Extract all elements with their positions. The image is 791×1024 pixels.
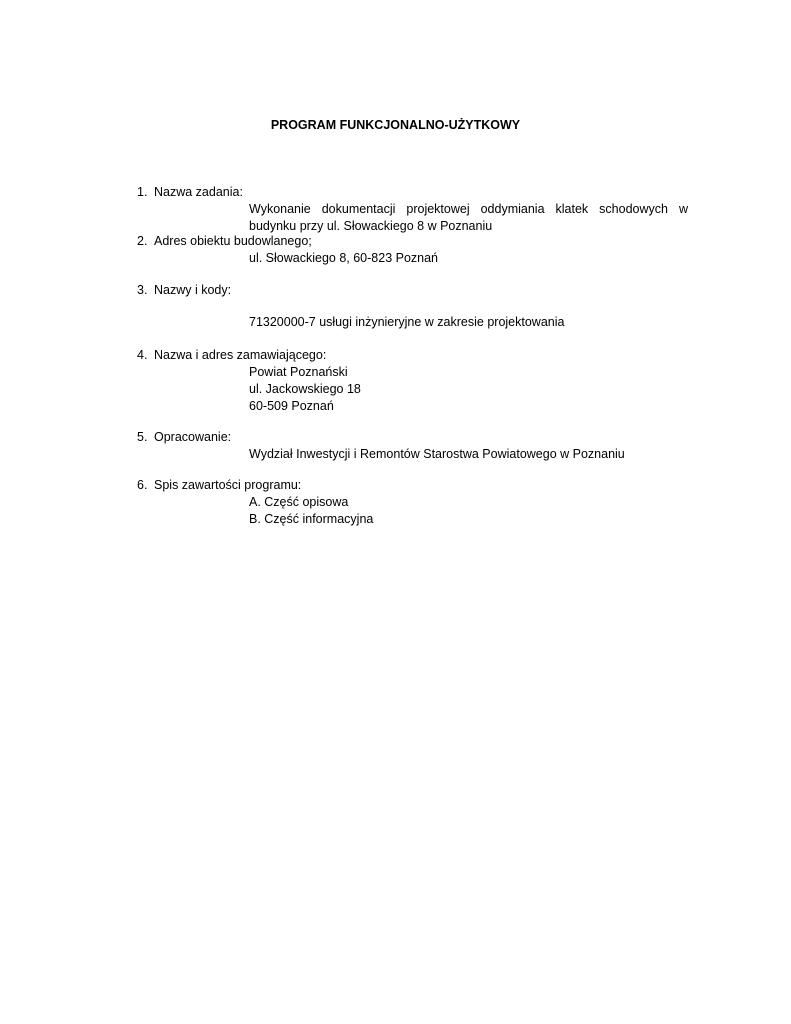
section-heading-row	[137, 184, 697, 201]
section-number: 3.	[137, 283, 148, 297]
address-line: ul. Jackowskiego 18	[249, 382, 361, 396]
section-heading: Nazwa zadania:	[154, 185, 243, 199]
section-number: 6.	[137, 478, 148, 492]
section-heading: Nazwy i kody:	[154, 283, 232, 297]
document-title: PROGRAM FUNKCJONALNO-UŻYTKOWY	[270, 118, 521, 132]
section-body: 71320000-7 usługi inżynieryjne w zakresie projektowania	[249, 315, 565, 329]
contents-item: B. Część informacyjna	[249, 512, 374, 526]
section-heading-row	[137, 282, 697, 299]
section-heading-row	[137, 347, 697, 364]
section-heading: Adres obiektu budowlanego;	[154, 234, 312, 248]
section-heading: Opracowanie:	[154, 430, 232, 444]
section-prepared-by	[137, 429, 697, 463]
section-number: 4.	[137, 348, 148, 362]
section-body: Wykonanie dokumentacji projektowej oddymiania klatek schodowych w budynku przy ul. Słowackiego 8 w Poznaniu	[249, 202, 688, 233]
section-heading-row	[137, 477, 697, 494]
section-heading: Spis zawartości programu:	[154, 478, 302, 492]
section-building-address	[137, 233, 697, 267]
section-heading-row	[137, 233, 697, 250]
section-contents	[137, 477, 697, 528]
section-task-name	[137, 184, 697, 235]
section-number: 5.	[137, 430, 148, 444]
address-line: 60-509 Poznań	[249, 399, 334, 413]
section-number: 2.	[137, 234, 148, 248]
contents-item: A. Część opisowa	[249, 495, 349, 509]
section-heading: Nazwa i adres zamawiającego:	[154, 348, 327, 362]
section-contracting-authority	[137, 347, 697, 415]
section-names-codes	[137, 282, 697, 299]
section-number: 1.	[137, 185, 148, 199]
address-line: Powiat Poznański	[249, 365, 348, 379]
section-body: ul. Słowackiego 8, 60-823 Poznań	[249, 251, 439, 265]
section-body: Wydział Inwestycji i Remontów Starostwa Powiatowego w Poznaniu	[249, 447, 625, 461]
section-heading-row	[137, 429, 697, 446]
section-names-codes-body	[137, 314, 697, 331]
